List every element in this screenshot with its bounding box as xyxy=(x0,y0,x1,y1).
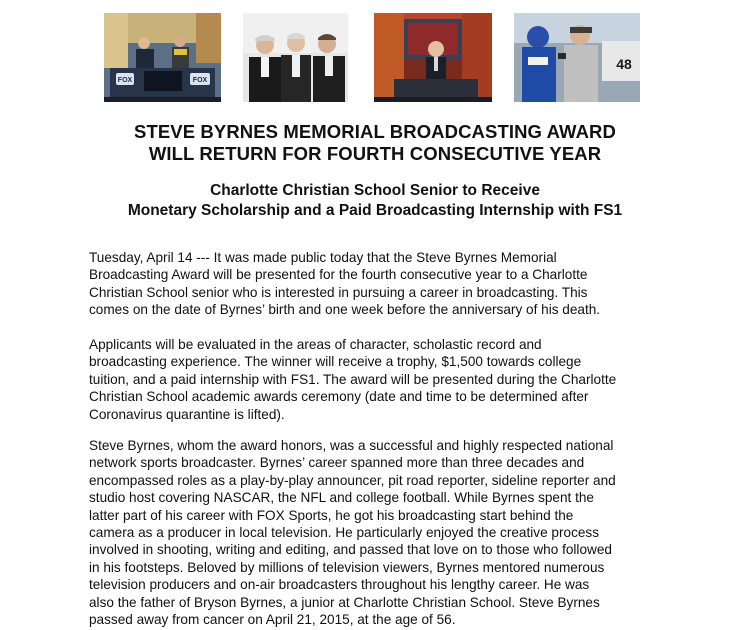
paragraph-line: Applicants will be evaluated in the areas of character, scholastic record and xyxy=(89,337,542,352)
headline-line-1: STEVE BYRNES MEMORIAL BROADCASTING AWARD xyxy=(134,121,616,142)
paragraph-line: Broadcasting Award will be presented for the fourth consecutive year to a Charlotte xyxy=(89,267,588,283)
paragraph-line: Tuesday, April 14 --- It was made public today that the Steve Byrnes Memorial xyxy=(89,250,557,265)
paragraph-line: Christian School senior who is interested in pursuing a career in broadcasting. This xyxy=(89,284,588,300)
svg-text:FOX: FOX xyxy=(117,77,133,84)
news-anchor-photo xyxy=(374,13,492,102)
paragraph-line: also the father of Bryson Byrnes, a junior at Charlotte Christian School. Steve Byrnes xyxy=(89,594,600,610)
headline-line-2: WILL RETURN FOR FOURTH CONSECUTIVE YEAR xyxy=(148,143,602,164)
subheadline-line-2: Monetary Scholarship and a Paid Broadcasting Internship with FS1 xyxy=(127,202,623,219)
paragraph-line: comes on the date of Byrnes’ birth and one week before the anniversary of his death. xyxy=(89,302,601,318)
subheadline xyxy=(0,181,750,221)
paragraph-line: camera as a producer in local television. He particularly enjoyed the creative process xyxy=(89,525,600,541)
paragraph-biography xyxy=(89,437,689,628)
paragraph-line: network sports broadcaster. Byrnes’ career spanned more than three decades and xyxy=(89,455,585,471)
tv-studio-desk-photo xyxy=(104,13,221,102)
three-broadcasters-image xyxy=(243,13,348,102)
pit-road-interview-image xyxy=(514,13,640,102)
paragraph-announcement xyxy=(89,249,689,319)
paragraph-line: in his footsteps. Beloved by millions of television viewers, Byrnes mentored numerous xyxy=(89,559,605,575)
paragraph-line: tuition, and a paid internship with FS1. The award will be presented during the Charlotte xyxy=(89,371,617,387)
paragraph-line: involved in shooting, writing and editing, and passed that love on to those who followed xyxy=(89,542,612,558)
subheadline-line-1: Charlotte Christian School Senior to Receive xyxy=(210,182,540,199)
three-broadcasters-photo xyxy=(243,13,348,102)
paragraph-line: studio host covering NASCAR, the NFL and college football. While Byrnes spent the xyxy=(89,490,594,506)
tv-studio-desk-image xyxy=(104,13,221,102)
paragraph-line: latter part of his career with FOX Sports, he got his broadcasting start behind the xyxy=(89,507,574,523)
paragraph-line: passed away from cancer on April 21, 2015, at the age of 56. xyxy=(89,612,456,628)
news-anchor-image xyxy=(374,13,492,102)
paragraph-line: broadcasting experience. The winner will receive a trophy, $1,500 towards college xyxy=(89,354,582,370)
pit-road-interview-photo xyxy=(514,13,640,102)
paragraph-line: Christian School academic awards ceremony (date and time to be determined after xyxy=(89,389,589,405)
paragraph-line: encompassed roles as a play-by-play announcer, pit road reporter, sideline reporter and xyxy=(89,472,616,488)
svg-text:FOX: FOX xyxy=(192,77,208,84)
paragraph-line: Coronavirus quarantine is lifted). xyxy=(89,406,285,422)
headline xyxy=(0,121,750,165)
paragraph-line: Steve Byrnes, whom the award honors, was a successful and highly respected national xyxy=(89,438,614,453)
svg-text:48: 48 xyxy=(616,56,632,72)
paragraph-eligibility xyxy=(89,336,689,423)
paragraph-line: television producers and on-air broadcasters throughout his lengthy career. He was xyxy=(89,577,590,593)
